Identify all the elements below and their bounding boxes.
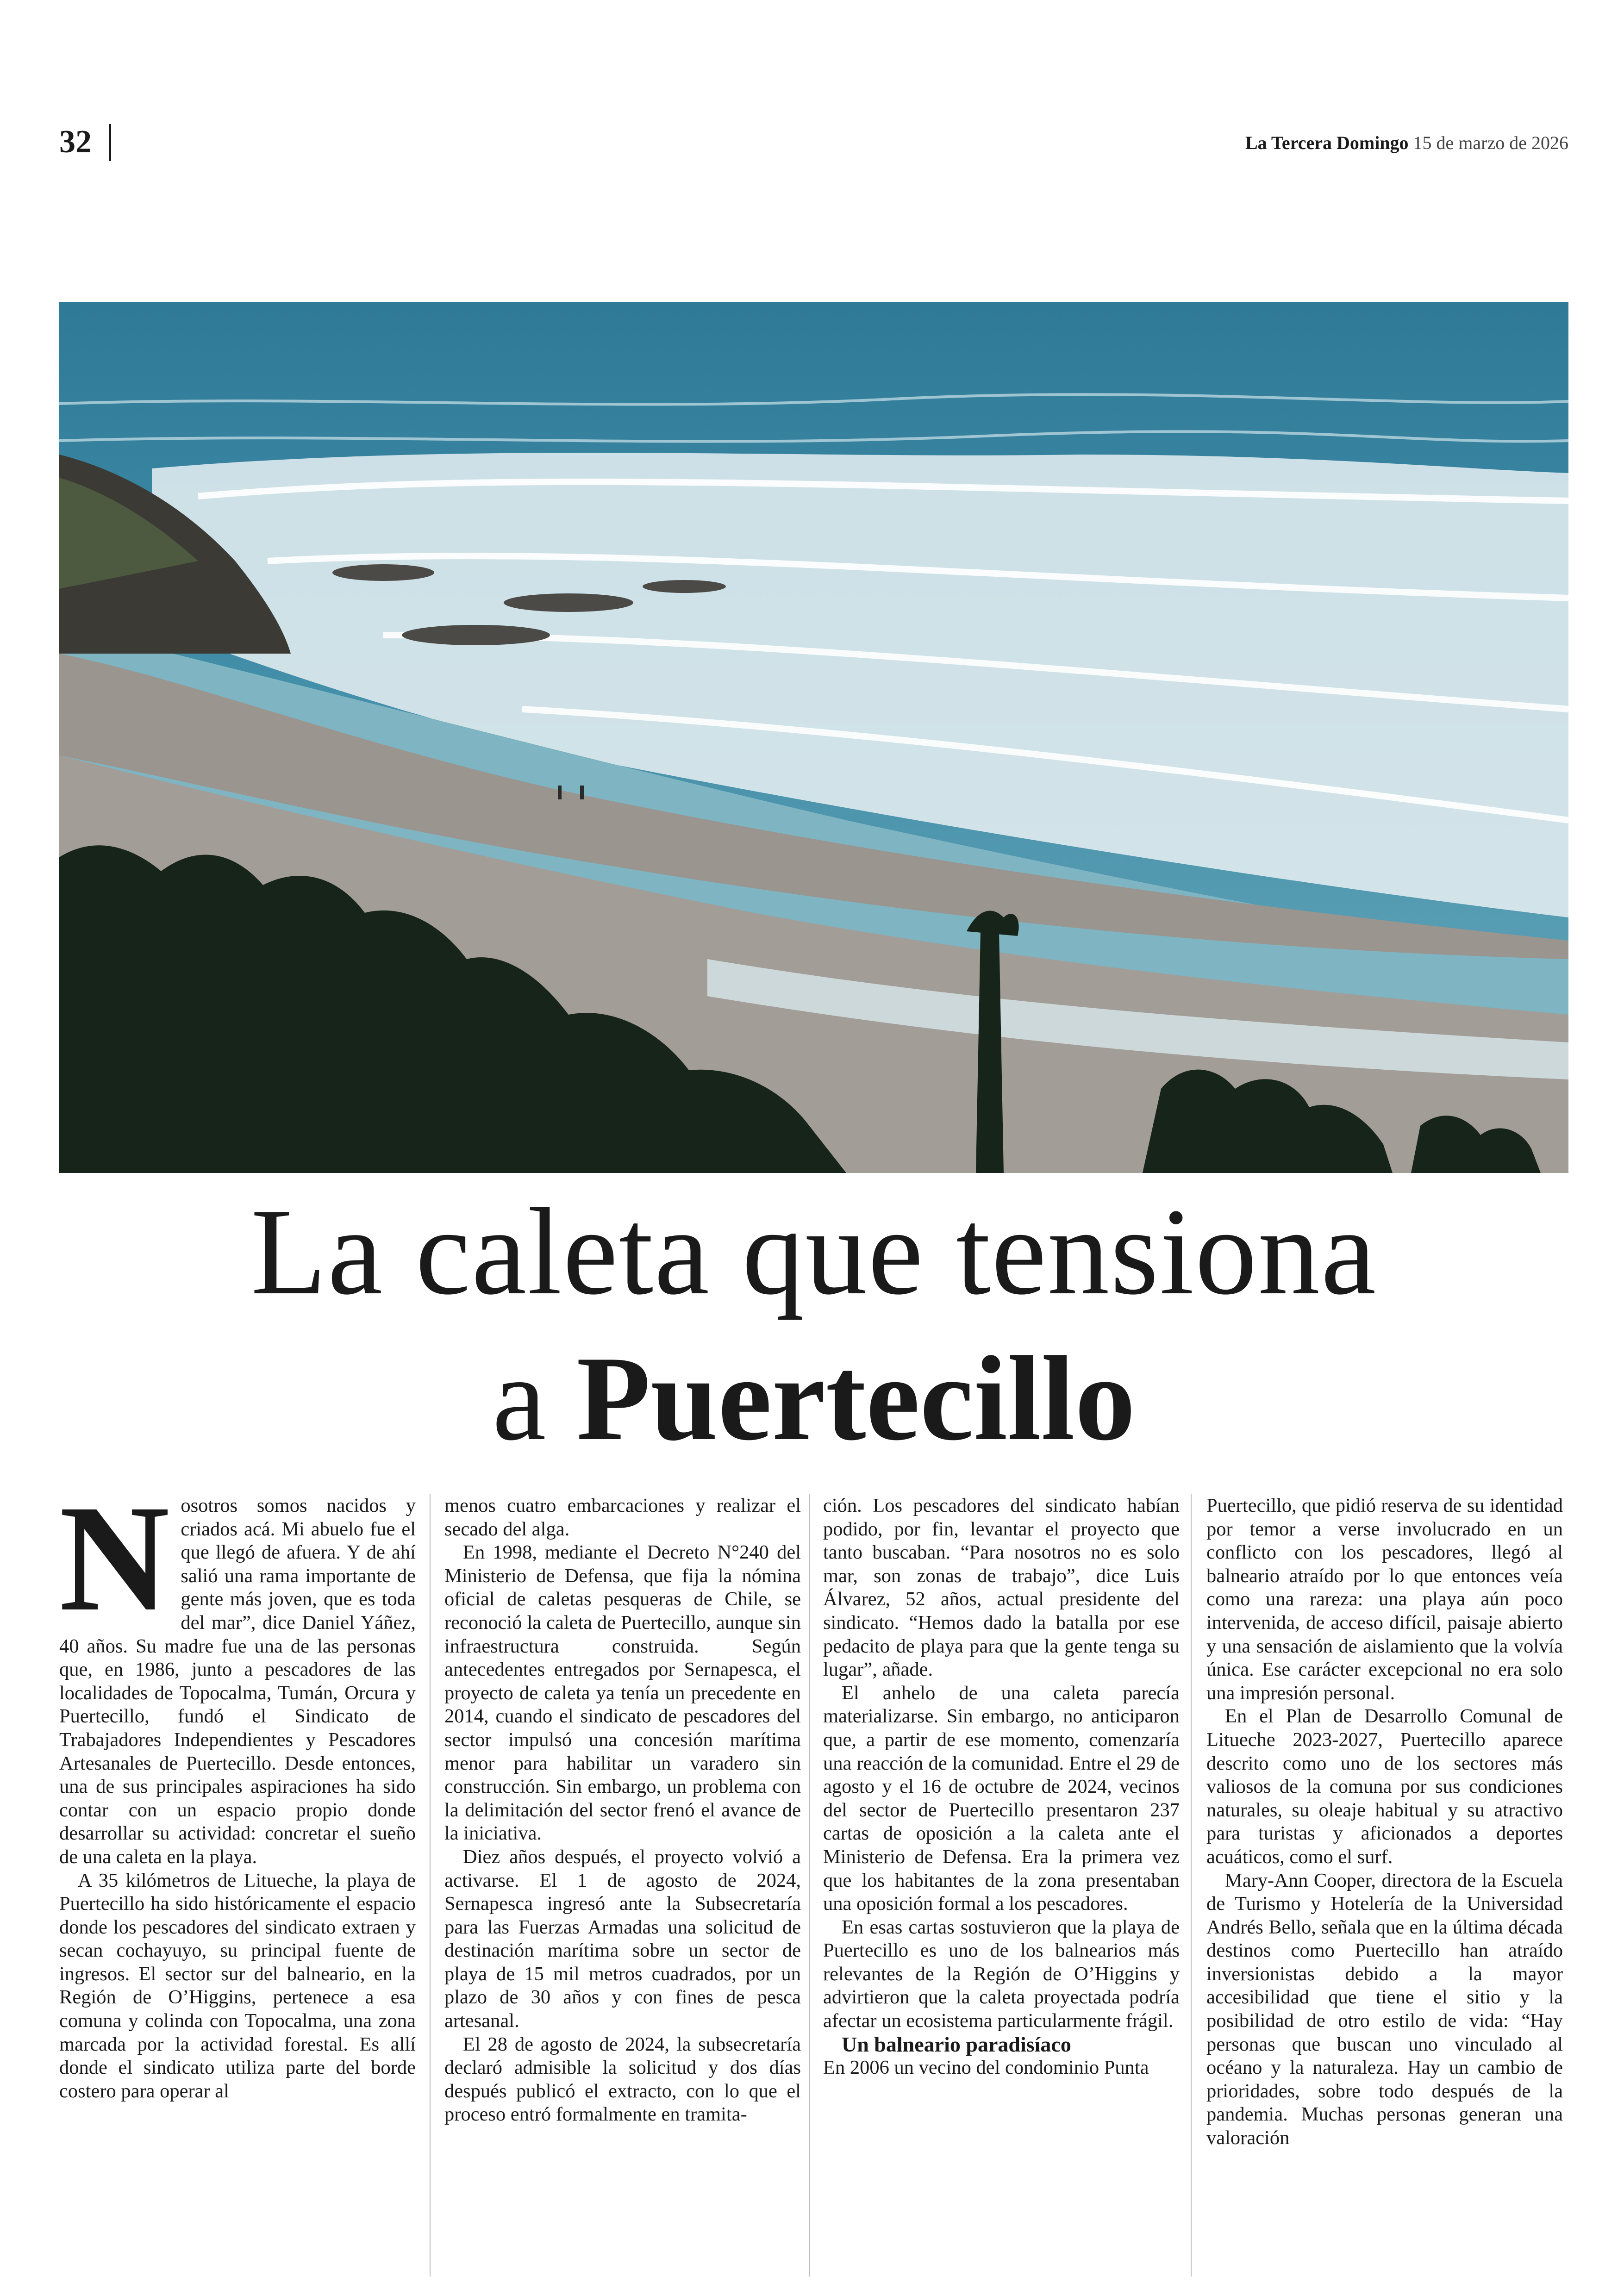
article-paragraph: El 28 de agosto de 2024, la subsecretaría declaró admisible la solicitud y dos días después publicó el extracto, con lo que el proceso entró formalmente en tramita- <box>444 2033 801 2126</box>
article-paragraph: Diez años después, el proyecto volvió a activarse. El 1 de agosto de 2024, Sernapesca ingresó ante la Subsecretaría para las Fuerzas Armadas una solicitud de destinación marítima sobre un sector de playa de 15 mil metros cuadrados, por un plazo de 30 años y con fines de pesca artesanal. <box>444 1846 801 2032</box>
article-paragraph: En 2006 un vecino del condominio Punta <box>823 2057 1149 2079</box>
article-paragraph: El anhelo de una caleta parecía materializarse. Sin embargo, no anticiparon que, a partir de ese momento, comenzaría una reacción de la comunidad. Entre el 29 de agosto y el 16 de octubre de 2024, vecinos del sector de Puertecillo presentaron 237 cartas de oposición a la caleta ante el Ministerio de Defensa. Era la primera vez que los habitantes de la zona presentaban una oposición formal a los pescadores. <box>823 1682 1180 1915</box>
publication-name: La Tercera Domingo <box>1245 132 1409 153</box>
article-paragraph: Puertecillo, que pidió reserva de su identidad por temor a verse involucrado en un conflicto con los pescadores, llegó al balneario atraído por lo que entonces veía como una rareza: una playa aún poco intervenida, de acceso difícil, paisaje abierto y una sensación de aislamiento que la volvía única. Ese carácter excepcional no era solo una impresión personal. <box>1206 1495 1563 1704</box>
section-subhead: Un balneario paradisíaco <box>842 2032 1071 2056</box>
headline-prefix: a <box>492 1331 577 1466</box>
article-paragraph: menos cuatro embarcaciones y realizar el secado del alga. <box>444 1495 801 1540</box>
drop-cap: N <box>59 1494 170 1643</box>
column-divider <box>1191 1494 1192 2276</box>
page-number: 32 <box>59 124 92 160</box>
column-divider <box>809 1494 810 2276</box>
photo-illustration <box>59 302 1568 1173</box>
article-paragraph: A 35 kilómetros de Litueche, la playa de Puertecillo ha sido históricamente el espacio donde los pescadores del sindicato extraen y secan cochayuyo, su principal fuente de ingresos. El sector sur del balneario, en la Región de O’Higgins, pertenece a esa comuna y colinda con Topocalma, una zona marcada por la actividad forestal. Es allí donde el sindicato utiliza parte del borde costero para operar al <box>59 1869 416 2102</box>
article-paragraph: En el Plan de Desarrollo Comunal de Litueche 2023-2027, Puertecillo aparece descrito como uno de los sectores más valiosos de la comuna por sus condiciones naturales, su oleaje habitual y su atractivo para turistas y aficionados a deportes acuáticos, como el surf. <box>1206 1705 1563 1868</box>
page-number-divider <box>109 124 111 161</box>
article-paragraph: En 1998, mediante el Decreto N°240 del Ministerio de Defensa, que fija la nómina oficial de caletas pesqueras de Chile, se reconoció la caleta de Puertecillo, aunque sin infraestructura construida. Según antecedentes entregados por Sernapesca, el proyecto de caleta ya tenía un precedente en 2014, cuando el sindicato de pescadores del sector impulsó una concesión marítima menor para habilitar un varadero sin construcción. Sin embargo, un problema con la delimitación del sector frenó el avance de la iniciativa. <box>444 1541 801 1845</box>
article-column-1 <box>59 1494 416 2281</box>
article-paragraph: En esas cartas sostuvieron que la playa de Puertecillo es uno de los balnearios más relevantes de la Región de O’Higgins y advirtieron que la caleta proyectada podría afectar un ecosistema particularmente frágil. <box>823 1916 1180 2032</box>
article-paragraph: Mary-Ann Cooper, directora de la Escuela de Turismo y Hotelería de la Universidad Andrés Bello, señala que en la última década destinos como Puertecillo han atraído inversionistas debido a la mayor accesibilidad que tiene el sitio y la posibilidad de otro estilo de vida: “Hay personas que buscan uno vinculado al océano y la naturaleza. Hay un cambio de prioridades, sobre todo después de la pandemia. Muchas personas generan una valoración <box>1206 1869 1563 2149</box>
headline-line-1: La caleta que tensiona <box>250 1183 1377 1320</box>
article-column-4 <box>1206 1494 1563 2281</box>
article-paragraph <box>59 1494 416 1869</box>
article-column-2 <box>444 1494 801 2281</box>
article-paragraph: ción. Los pescadores del sindicato habían podido, por fin, levantar el proyecto que tanto buscaban. “Para nosotros no es solo mar, son zonas de trabajo”, dice Luis Álvarez, 52 años, actual presidente del sindicato. “Hemos dado la batalla por ese pedacito de playa para que la gente tenga su lugar”, añade. <box>823 1495 1180 1681</box>
column-divider <box>430 1494 431 2276</box>
page-header <box>59 121 1568 163</box>
headline-line-2 <box>59 1331 1568 1466</box>
paragraph-text: osotros somos nacidos y criados acá. Mi abuelo fue el que llegó de afuera. Y de ahí salió una rama importante de gente más joven, que es toda del mar”, dice Daniel Yáñez, 40 años. Su madre fue una de las personas que, en 1986, junto a pescadores de las localidades de Topocalma, Tumán, Orcura y Puertecillo, fundó el Sindicato de Trabajadores Independientes y Pescadores Artesanales de Puertecillo. Desde entonces, una de sus principales aspiraciones ha sido contar con un espacio propio donde desarrollar su actividad: concretar el sueño de una caleta en la playa. <box>59 1495 416 1868</box>
masthead <box>1245 131 1568 155</box>
article-column-3 <box>823 1494 1180 2281</box>
beach-coast-photo <box>59 302 1568 1173</box>
publication-date: 15 de marzo de 2026 <box>1413 132 1568 153</box>
headline-bold: Puertecillo <box>576 1331 1136 1466</box>
